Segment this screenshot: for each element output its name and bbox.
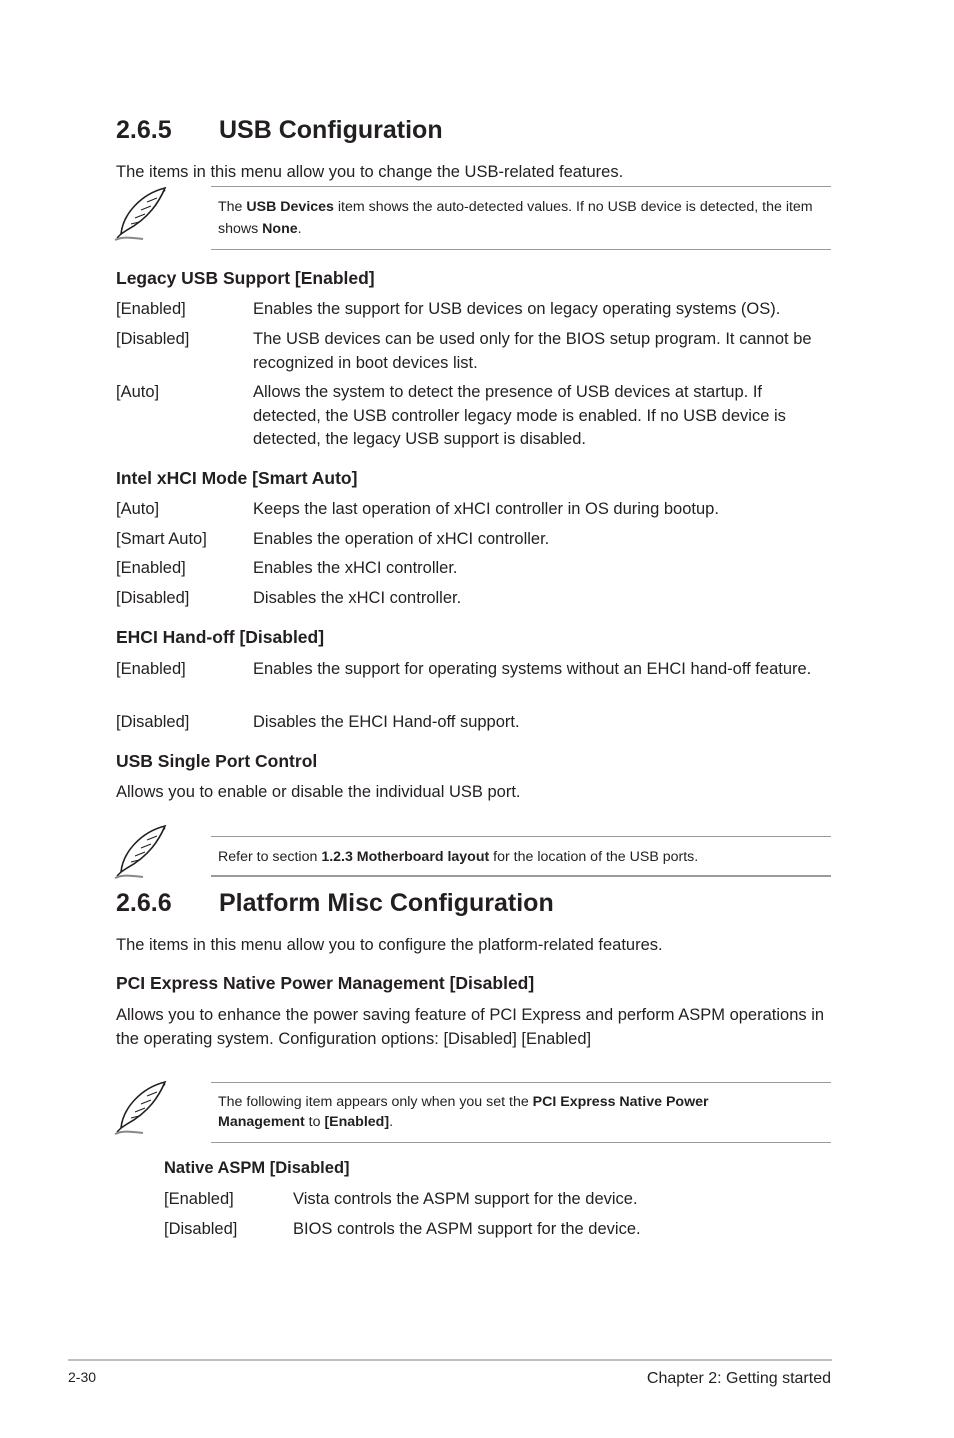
footer-rule (68, 1359, 832, 1361)
option-desc: Vista controls the ASPM support for the device. (293, 1190, 638, 1208)
note-bold-term: 1.2.3 Motherboard layout (321, 849, 490, 865)
option-desc: Disables the EHCI Hand-off support. (253, 713, 520, 731)
usb-single-port-text: Allows you to enable or disable the individual USB port. (116, 783, 521, 801)
pci-express-text: Allows you to enhance the power saving feature of PCI Express and perform ASPM operations in the operating system. Configuration options: [Disabled] [Enabled] (116, 1006, 825, 1048)
section-title-text: Platform Misc Configuration (219, 889, 554, 917)
note-top-rule (211, 836, 831, 837)
option-desc: Disables the xHCI controller. (253, 589, 462, 607)
option-key: [Disabled] (116, 330, 190, 348)
option-key: [Disabled] (116, 713, 190, 731)
note-top-rule (211, 186, 831, 187)
note-bottom-rule (211, 1142, 831, 1143)
heading-usb-single-port: USB Single Port Control (116, 751, 318, 771)
note-bold-term: None (262, 221, 298, 237)
feather-quill-icon (113, 184, 173, 242)
feather-quill-icon (113, 1078, 173, 1136)
option-desc: Enables the operation of xHCI controller. (253, 530, 550, 548)
note-text-part: Refer to section (218, 849, 322, 865)
option-desc: Enables the support for USB devices on legacy operating systems (OS). (253, 300, 781, 318)
option-key: [Auto] (116, 383, 160, 401)
option-key: [Enabled] (116, 660, 186, 678)
note-bold-term: PCI Express Native Power Management (218, 1094, 709, 1130)
note-text-part: . (297, 221, 302, 237)
section-number: 2.6.6 (116, 889, 172, 917)
footer-chapter: Chapter 2: Getting started (646, 1370, 831, 1387)
note-text-part: item shows the auto-detected values. If no USB device is detected, the item shows (218, 199, 813, 237)
section-number: 2.6.5 (116, 116, 172, 144)
option-desc: Allows the system to detect the presence of USB devices at startup. If detected, the USB controller legacy mode is enabled. If no USB device is detected, the legacy USB support is disabled. (253, 383, 786, 448)
option-key: [Enabled] (164, 1190, 234, 1208)
feather-quill-icon (113, 822, 173, 880)
option-desc: BIOS controls the ASPM support for the device. (293, 1220, 641, 1238)
heading-ehci-handoff: EHCI Hand-off [Disabled] (116, 627, 325, 647)
option-desc: Keeps the last operation of xHCI controller in OS during bootup. (253, 500, 719, 518)
option-key: [Auto] (116, 500, 160, 518)
note-bottom-rule (211, 249, 831, 250)
option-key: [Disabled] (164, 1220, 238, 1238)
option-desc: Enables the support for operating systems without an EHCI hand-off feature. (253, 660, 812, 678)
section-title-text: USB Configuration (219, 116, 443, 144)
note-text-part: . (389, 1114, 394, 1130)
heading-pci-express-power: PCI Express Native Power Management [Disabled] (116, 973, 535, 993)
page-number: 2-30 (68, 1369, 97, 1385)
section-intro: The items in this menu allow you to change the USB-related features. (116, 163, 624, 181)
option-key: [Smart Auto] (116, 530, 207, 548)
note-text (218, 1092, 758, 1132)
section-title-2-6-5 (116, 116, 443, 145)
section-intro: The items in this menu allow you to configure the platform-related features. (116, 936, 663, 954)
option-desc: The USB devices can be used only for the BIOS setup program. It cannot be recognized in boot devices list. (253, 330, 812, 372)
note-text-part: to (304, 1114, 325, 1130)
note-text-part: for the location of the USB ports. (489, 849, 699, 865)
note-text (218, 196, 828, 240)
note-top-rule (211, 1082, 831, 1083)
note-bold-term: USB Devices (246, 199, 334, 215)
option-key: [Enabled] (116, 559, 186, 577)
note-bottom-rule (211, 875, 831, 877)
option-key: [Enabled] (116, 300, 186, 318)
heading-xhci-mode: Intel xHCI Mode [Smart Auto] (116, 468, 358, 488)
heading-native-aspm: Native ASPM [Disabled] (164, 1159, 350, 1177)
heading-legacy-usb: Legacy USB Support [Enabled] (116, 268, 375, 288)
option-desc: Enables the xHCI controller. (253, 559, 458, 577)
option-key: [Disabled] (116, 589, 190, 607)
note-text-part: The following item appears only when you set the (218, 1094, 533, 1110)
section-title-2-6-6 (116, 889, 554, 918)
note-text-part: The (218, 199, 247, 215)
note-bold-term: [Enabled] (324, 1114, 390, 1130)
note-text (218, 846, 828, 868)
